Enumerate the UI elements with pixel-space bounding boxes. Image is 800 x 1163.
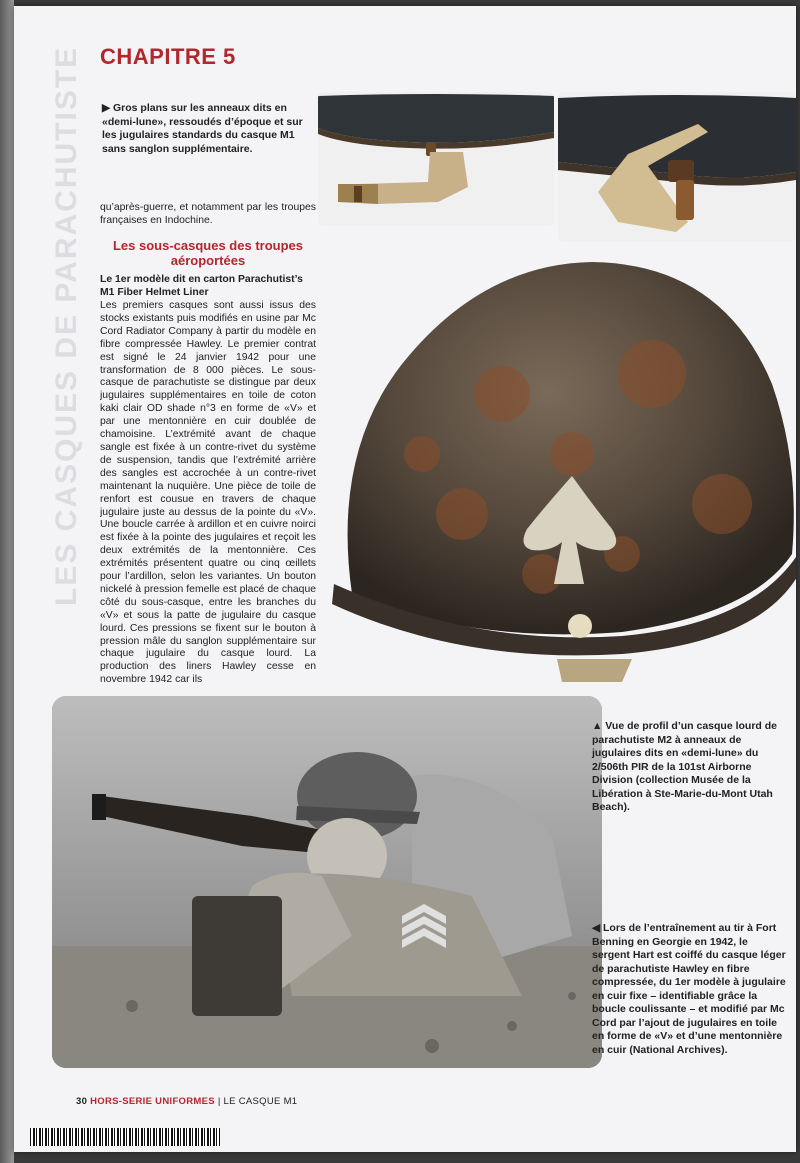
section-name: LE CASQUE M1: [223, 1096, 298, 1107]
magazine-name: HORS-SERIE UNIFORMES: [90, 1096, 215, 1107]
section-heading: Les sous-casques des troupes aéroportées: [112, 238, 303, 268]
background-title: LES CASQUES DE PARACHUTISTE: [50, 45, 83, 606]
caption-sergeant-hart: ◀ Lors de l’entraînement au tir à Fort Benning en Georgie en 1942, le sergent Hart est coiffé du casque léger de parachutiste Hawley en fibre compressée, du 1er modèle à jugulaire en cuir fixe – identifiable grâce la boucle coulissante – et modifié par Mc Cord par l’ajout de jugulaires en toile en forme de «V» et d’une mentonnière en cuir (National Archives).: [592, 922, 786, 1056]
body-intro: qu’après-guerre, et notamment par les troupes françaises en Indochine.: [100, 202, 316, 226]
photo-sergeant-hart: [52, 696, 602, 1068]
magazine-page: [14, 6, 796, 1152]
page-footer: [76, 1096, 297, 1107]
photo-chinstrap-closeup-1: [318, 92, 554, 226]
photo-m2-helmet: [322, 254, 796, 694]
photo-chinstrap-closeup-2: [558, 92, 796, 242]
body-main: Les premiers casques sont aussi issus des stocks existants puis modifiés en usine par Mc Cord Radiator Company à partir du modèle en fibre compressée Hawley. Le premier contrat est signé le 24 janvier 1942 pour une transformation de 8 000 pièces. Le sous-casque de parachutiste se distingue par deux jugulaires supplémentaires en toile de coton kaki clair OD shade n°3 en forme de «V» et par une mentonnière en cuir doublée de chamoisine. L’extrémité avant de chaque sangle est fixée à un contre-rivet du système de suspension, tandis que l’extrémité arrière des sangles est accrochée à un contre-rivet maintenant la nuquière. Une pièce de toile de renfort est cousue en travers de chaque jugulaire juste au dessus de la pointe du «V». Une boucle carrée à ardillon et en cuivre noirci est fixée à la pointe des jugulaires et reçoit les deux extrémités de la mentonnière. Ces extrémités présentent quatre ou cinq œillets pour l’ardillon, selon les variantes. Un bouton nickelé à pression femelle est placé de chaque côté du sous-casque, entre les branches du «V» et sous la patte de jugulaire du casque lourd. Ces pressions se fixent sur le bouton à pression mâle du sanglon supplémentaire sur chaque jugulaire du casque lourd. La production des liners Hawley cesse en novembre 1942 car ils: [100, 300, 316, 686]
footer-separator: |: [214, 1096, 224, 1107]
book-edge: [0, 0, 14, 1163]
section-lead: Le 1er modèle dit en carton Parachutist’s M1 Fiber Helmet Liner: [100, 274, 303, 298]
chapter-title: CHAPITRE 5: [100, 44, 236, 69]
barcode: [30, 1128, 220, 1146]
caption-closeups: ▶ Gros plans sur les anneaux dits en «demi-lune», ressoudés d’époque et sur les jugulaires standards du casque M1 sans sanglon supplémentaire.: [102, 102, 303, 155]
page-number: 30: [76, 1096, 88, 1107]
caption-helmet-profile: ▲ Vue de profil d’un casque lourd de parachutiste M2 à anneaux de jugulaires dits en «demi-lune» du 2/506th PIR de la 101st Airborne Division (collection Musée de la Libération à Ste-Marie-du-Mont Utah Beach).: [592, 720, 778, 813]
